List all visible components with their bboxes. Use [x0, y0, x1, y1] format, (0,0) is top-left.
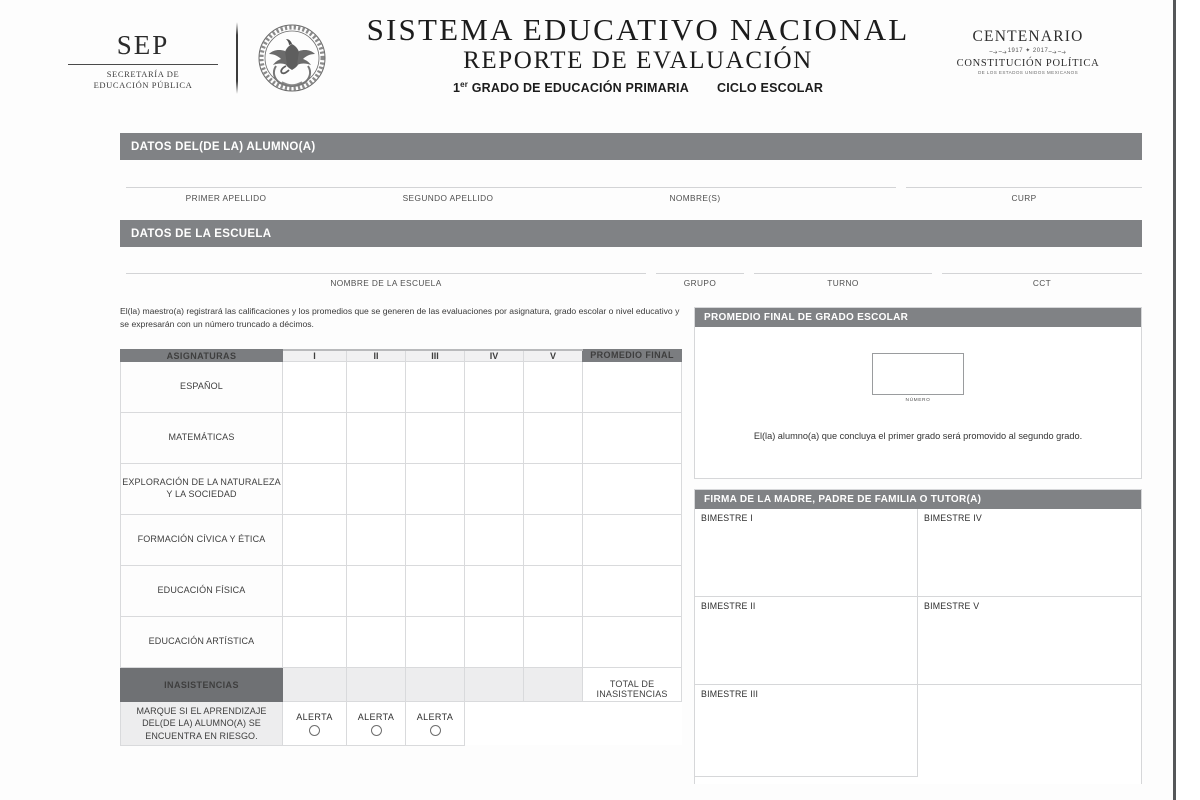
- subject-formacion-civica: FORMACIÓN CÍVICA Y ÉTICA: [121, 515, 283, 566]
- subject-educacion-artistica: EDUCACIÓN ARTÍSTICA: [121, 617, 283, 668]
- table-row: [121, 617, 682, 668]
- centenario-logo: [948, 14, 1108, 75]
- subject-exploracion: EXPLORACIÓN DE LA NATURALEZA Y LA SOCIEDAD: [121, 464, 283, 515]
- sep-subtitle-line1: SECRETARÍA DE: [106, 69, 180, 79]
- grade-input-espanol-final[interactable]: [583, 362, 682, 413]
- subject-espanol: ESPAÑOL: [121, 362, 283, 413]
- risk-alert-label: MARQUE SI EL APRENDIZAJE DEL(DE LA) ALUMNO(A) SE ENCUENTRA EN RIESGO.: [121, 702, 283, 745]
- signature-cell-bimestre-5[interactable]: BIMESTRE V: [918, 597, 1141, 685]
- grade-input-matematicas-b1[interactable]: [283, 413, 347, 464]
- alert-checkbox-3[interactable]: [430, 725, 441, 736]
- label-primer-apellido: PRIMER APELLIDO: [185, 193, 267, 203]
- header-bimestre-3: III: [406, 351, 465, 362]
- grade-input-exploracion-b5[interactable]: [524, 464, 583, 515]
- header-bimestre-1: I: [283, 351, 347, 362]
- sep-logo: [68, 14, 218, 92]
- label-nombre-escuela: NOMBRE DE LA ESCUELA: [330, 278, 442, 288]
- label-cct: CCT: [1032, 278, 1052, 288]
- promotion-text: El(la) alumno(a) que concluya el primer grado será promovido al segundo grado.: [753, 431, 1083, 441]
- table-row: [121, 515, 682, 566]
- alert-label-2: ALERTA: [357, 711, 395, 722]
- grade-input-artistica-b3[interactable]: [406, 617, 465, 668]
- sep-divider-rule: [68, 64, 218, 65]
- grade-input-fisica-b3[interactable]: [406, 566, 465, 617]
- subject-matematicas: MATEMÁTICAS: [121, 413, 283, 464]
- grade-input-espanol-b5[interactable]: [524, 362, 583, 413]
- absences-input-b5[interactable]: [524, 668, 583, 702]
- school-data-section-bar: [120, 220, 1142, 247]
- final-average-panel: [694, 307, 1142, 479]
- grade-input-matematicas-b3[interactable]: [406, 413, 465, 464]
- absences-label: INASISTENCIAS: [121, 668, 283, 702]
- table-row: [121, 566, 682, 617]
- grade-input-formacion-final[interactable]: [583, 515, 682, 566]
- grade-input-fisica-b4[interactable]: [465, 566, 524, 617]
- final-average-number-input[interactable]: [872, 353, 964, 395]
- signature-panel: [694, 489, 1142, 784]
- grade-input-artistica-b5[interactable]: [524, 617, 583, 668]
- grade-input-espanol-b1[interactable]: [283, 362, 347, 413]
- page-subtitle: REPORTE DE EVALUACIÓN: [463, 46, 813, 74]
- label-nombres: NOMBRE(S): [669, 193, 721, 203]
- final-average-number-caption: NÚMERO: [905, 398, 931, 403]
- alert-cell-2[interactable]: [347, 702, 406, 745]
- grade-input-exploracion-b1[interactable]: [283, 464, 347, 515]
- table-row: [121, 464, 682, 515]
- grade-input-artistica-b2[interactable]: [347, 617, 406, 668]
- signature-cell-empty: [918, 685, 1141, 777]
- alert-checkbox-1[interactable]: [309, 725, 320, 736]
- sep-acronym: SEP: [116, 30, 170, 60]
- grade-input-matematicas-b5[interactable]: [524, 413, 583, 464]
- grade-input-formacion-b1[interactable]: [283, 515, 347, 566]
- header-asignaturas: ASIGNATURAS: [121, 350, 283, 362]
- risk-row-spacer-1: [465, 702, 524, 745]
- document-header: [0, 14, 1176, 114]
- label-segundo-apellido: SEGUNDO APELLIDO: [402, 193, 494, 203]
- risk-row-spacer-3: [583, 702, 682, 745]
- grades-table: [120, 349, 682, 746]
- alert-cell-1[interactable]: [283, 702, 347, 745]
- grade-ordinal-suffix: er: [460, 79, 469, 89]
- absences-input-b1[interactable]: [283, 668, 347, 702]
- grade-input-exploracion-b3[interactable]: [406, 464, 465, 515]
- grade-input-espanol-b4[interactable]: [465, 362, 524, 413]
- alert-cell-3[interactable]: [406, 702, 465, 745]
- header-vertical-divider: [236, 22, 238, 94]
- student-field-underline-curp: [906, 187, 1142, 188]
- grade-input-formacion-b4[interactable]: [465, 515, 524, 566]
- grade-text: GRADO DE EDUCACIÓN PRIMARIA: [468, 81, 689, 96]
- signature-cell-bimestre-2[interactable]: BIMESTRE II: [695, 597, 918, 685]
- header-bimestre-4: IV: [465, 351, 524, 362]
- student-data-section-label: DATOS DEL(DE LA) ALUMNO(A): [131, 140, 316, 153]
- grade-input-fisica-b5[interactable]: [524, 566, 583, 617]
- grade-input-exploracion-b2[interactable]: [347, 464, 406, 515]
- centenario-fine-print: DE LOS ESTADOS UNIDOS MEXICANOS: [977, 70, 1079, 75]
- alert-label-1: ALERTA: [296, 711, 333, 722]
- grade-and-cycle-line: [338, 80, 938, 95]
- centenario-years: 1917 ✦ 2017: [1007, 48, 1049, 54]
- absences-row: [121, 668, 682, 702]
- absences-input-b3[interactable]: [406, 668, 465, 702]
- grade-input-fisica-b1[interactable]: [283, 566, 347, 617]
- risk-row-spacer-2: [524, 702, 583, 745]
- student-data-section-bar: [120, 133, 1142, 160]
- signature-cell-bimestre-1[interactable]: BIMESTRE I: [695, 509, 918, 597]
- grade-input-exploracion-b4[interactable]: [465, 464, 524, 515]
- grade-input-espanol-b2[interactable]: [347, 362, 406, 413]
- centenario-word: CENTENARIO: [972, 28, 1084, 45]
- alert-label-3: ALERTA: [416, 711, 454, 722]
- sep-subtitle-line2: EDUCACIÓN PÚBLICA: [93, 80, 193, 91]
- centenario-constitution: CONSTITUCIÓN POLÍTICA: [956, 58, 1100, 69]
- grade-input-formacion-b5[interactable]: [524, 515, 583, 566]
- header-bimestre-2: II: [347, 351, 406, 362]
- grade-input-fisica-final[interactable]: [583, 566, 682, 617]
- grade-input-matematicas-b4[interactable]: [465, 413, 524, 464]
- label-curp: CURP: [1011, 193, 1037, 203]
- final-average-panel-title: PROMEDIO FINAL DE GRADO ESCOLAR: [695, 308, 1141, 327]
- student-field-underline-names: [126, 187, 896, 188]
- header-bimestre-5: V: [524, 351, 583, 362]
- signature-cell-bimestre-3[interactable]: BIMESTRE III: [695, 685, 918, 777]
- table-row: [121, 362, 682, 413]
- cycle-label: CICLO ESCOLAR: [716, 81, 824, 96]
- grade-input-exploracion-final[interactable]: [583, 464, 682, 515]
- instruction-text: El(la) maestro(a) registrará las calificaciones y los promedios que se generen de las evaluaciones por asignatura, grado escolar o nivel educativo y se expresarán con un número truncado a décimos.: [120, 306, 680, 329]
- grade-input-fisica-b2[interactable]: [347, 566, 406, 617]
- grade-input-formacion-b3[interactable]: [406, 515, 465, 566]
- school-field-underline-grupo: [656, 273, 744, 274]
- risk-alert-row: [121, 702, 682, 745]
- school-field-underline-name: [126, 273, 646, 274]
- school-field-underline-cct: [942, 273, 1142, 274]
- school-field-underline-turno: [754, 273, 932, 274]
- centenario-ornament-icon: ⤍⤍$^{1917 ✦ 2017}$⤍⤍: [989, 47, 1067, 56]
- subject-educacion-fisica: EDUCACIÓN FÍSICA: [121, 566, 283, 617]
- grade-input-artistica-b4[interactable]: [465, 617, 524, 668]
- absences-input-b2[interactable]: [347, 668, 406, 702]
- grade-input-artistica-final[interactable]: [583, 617, 682, 668]
- grade-input-espanol-b3[interactable]: [406, 362, 465, 413]
- absences-total-label: TOTAL DE INASISTENCIAS: [583, 668, 682, 702]
- label-grupo: GRUPO: [683, 278, 717, 288]
- grade-input-formacion-b2[interactable]: [347, 515, 406, 566]
- grade-number: 1: [452, 81, 461, 96]
- page-title: SISTEMA EDUCATIVO NACIONAL: [366, 12, 910, 47]
- signature-panel-title: FIRMA DE LA MADRE, PADRE DE FAMILIA O TUTOR(A): [695, 490, 1141, 509]
- signature-cell-bimestre-4[interactable]: BIMESTRE IV: [918, 509, 1141, 597]
- signature-grid: [695, 509, 1141, 777]
- alert-checkbox-2[interactable]: [371, 725, 382, 736]
- school-data-section-label: DATOS DE LA ESCUELA: [131, 227, 272, 240]
- grade-input-matematicas-b2[interactable]: [347, 413, 406, 464]
- table-row: [121, 413, 682, 464]
- title-block: [328, 14, 948, 95]
- label-turno: TURNO: [827, 278, 859, 288]
- grade-input-matematicas-final[interactable]: [583, 413, 682, 464]
- header-promedio-final: PROMEDIO FINAL: [583, 350, 682, 362]
- grade-input-artistica-b1[interactable]: [283, 617, 347, 668]
- absences-input-b4[interactable]: [465, 668, 524, 702]
- mexican-coat-of-arms-seal-icon: [256, 22, 328, 94]
